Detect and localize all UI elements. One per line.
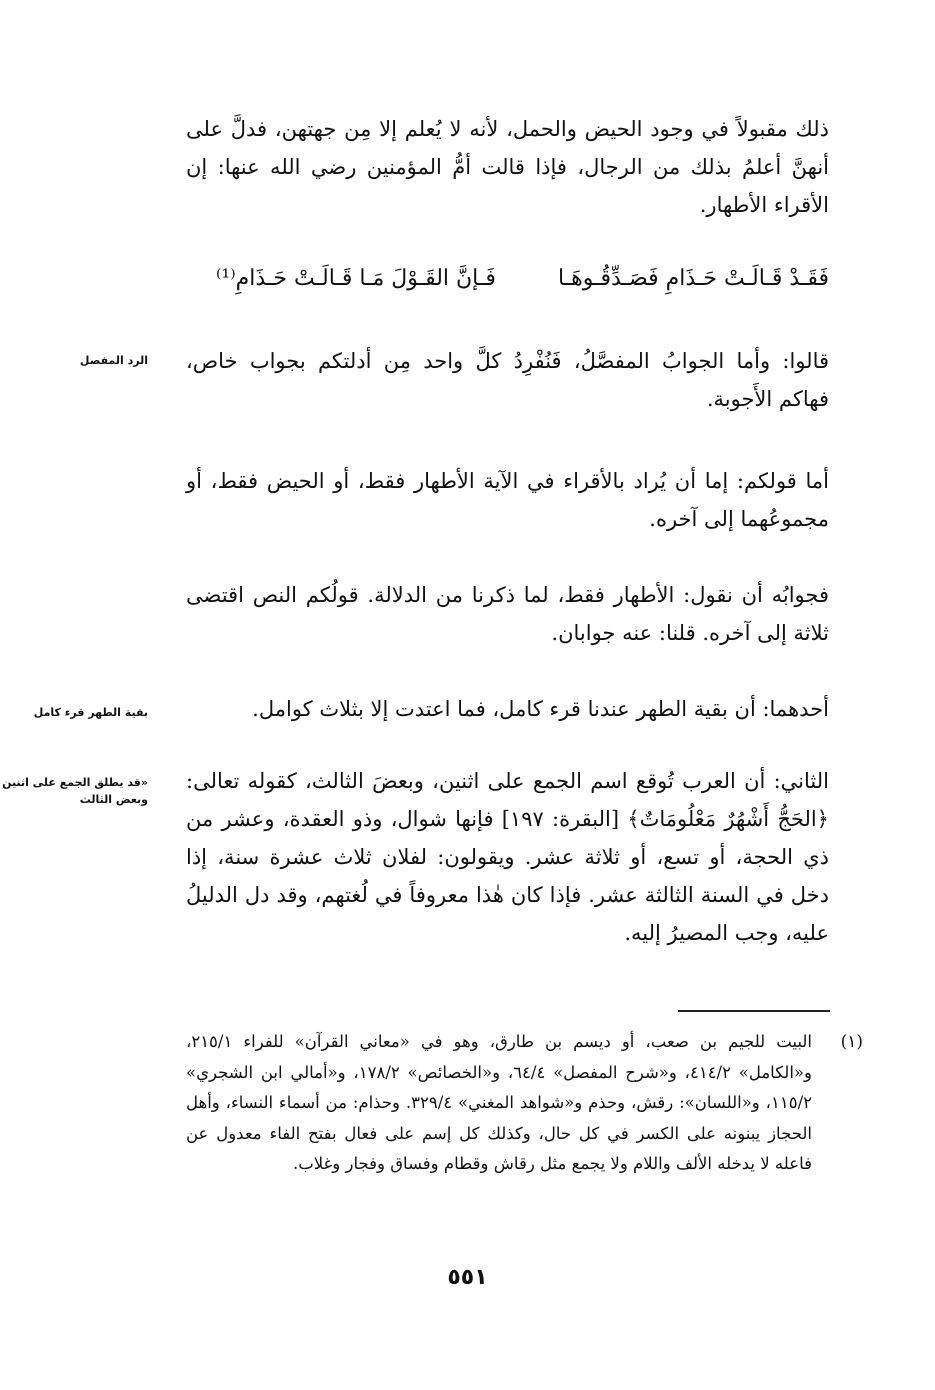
verse-second-hemistich: فَـإنَّ القَـوْلَ مَـا قَـالَـتْ حَـذَامِ⁽¹⁾: [216, 266, 496, 291]
verse-first-hemistich: فَقَـدْ قَـالَـتْ حَـذَامِ فَصَـدِّقُـوهَـا: [557, 266, 829, 291]
footnote-text: البيت للجيم بن صعب، أو ديسم بن طارق، وهو في «معاني القرآن» للفراء ٢١٥/١، و«الكامل» ٤١٤/٢، و«شرح المفصل» ٦٤/٤، و«الخصائص» ١٧٨/٢، و«أمالي ابن الشجري» ١١٥/٢، و«اللسان»: رقش، وحذم و«شواهد المغني» ٣٢٩/٤. وحذام: من أسماء النساء، وأهل الحجاز يبنونه على الكسر في كل حال، وكذلك كل إسم على فعال بفتح الفاء معدول عن فاعله لا يدخله الألف واللام ولا يجمع مثل رقاش وقطام وفساق وفجار وغلاب.: [186, 1032, 812, 1173]
paragraph-1: ذلك مقبولاً في وجود الحيض والحمل، لأنه لا يُعلم إلا مِن جهتهن، فدلَّ على أنهنَّ أعلمُ بذلك من الرجال، فإذا قالت أمُّ المؤمنين رضي الله عنها: إن الأقراء الأطهار.: [186, 117, 829, 217]
margin-note-detailed-reply: الرد المفصل: [79, 354, 148, 367]
page-number: ٥٥١: [447, 1265, 488, 1290]
paragraph-2: قالوا: وأما الجوابُ المفصَّلُ، فَنُفْرِدُ كلَّ واحد مِن أدلتكم بجواب خاص، فهاكم الأَجوبة.: [186, 349, 829, 411]
footnote-divider: [678, 1010, 830, 1012]
margin-note-remaining-purity: بقية الطهر قرء كامل: [33, 706, 148, 719]
margin-note-plural-usage: «قد يطلق الجمع على اثنين وبعض الثالث: [2, 776, 148, 806]
paragraph-4: فجوابُه أن نقول: الأطهار فقط، لما ذكرنا من الدلالة. قولُكم النص اقتضى ثلاثة إلى آخره. قلنا: عنه جوابان.: [186, 583, 829, 645]
paragraph-6: الثاني: أن العرب تُوقع اسم الجمع على اثنين، وبعضَ الثالث، كقوله تعالى: ﴿الحَجُّ أَشْهُرٌ مَعْلُومَاتٌ﴾ [البقرة: ١٩٧] فإنها شوال، وذو العقدة، وعشر من ذي الحجة، أو تسع، أو ثلاثة عشر. ويقولون: لفلان ثلاث عشرة سنة، إذا دخل في السنة الثالثة عشر. فإذا كان هٰذا معروفاً في لُغتهم، وقد دل الدليلُ عليه، وجب المصيرُ إليه.: [186, 769, 829, 945]
poetry-verse: [186, 266, 829, 306]
paragraph-5: أحدهما: أن بقية الطهر عندنا قرء كامل، فما اعتدت إلا بثلاث كوامل.: [252, 697, 829, 721]
paragraph-3: أما قولكم: إما أن يُراد بالأقراء في الآية الأطهار فقط، أو الحيض فقط، أو مجموعُهما إلى آخره.: [186, 469, 829, 531]
footnote-number: (١): [840, 1032, 863, 1052]
